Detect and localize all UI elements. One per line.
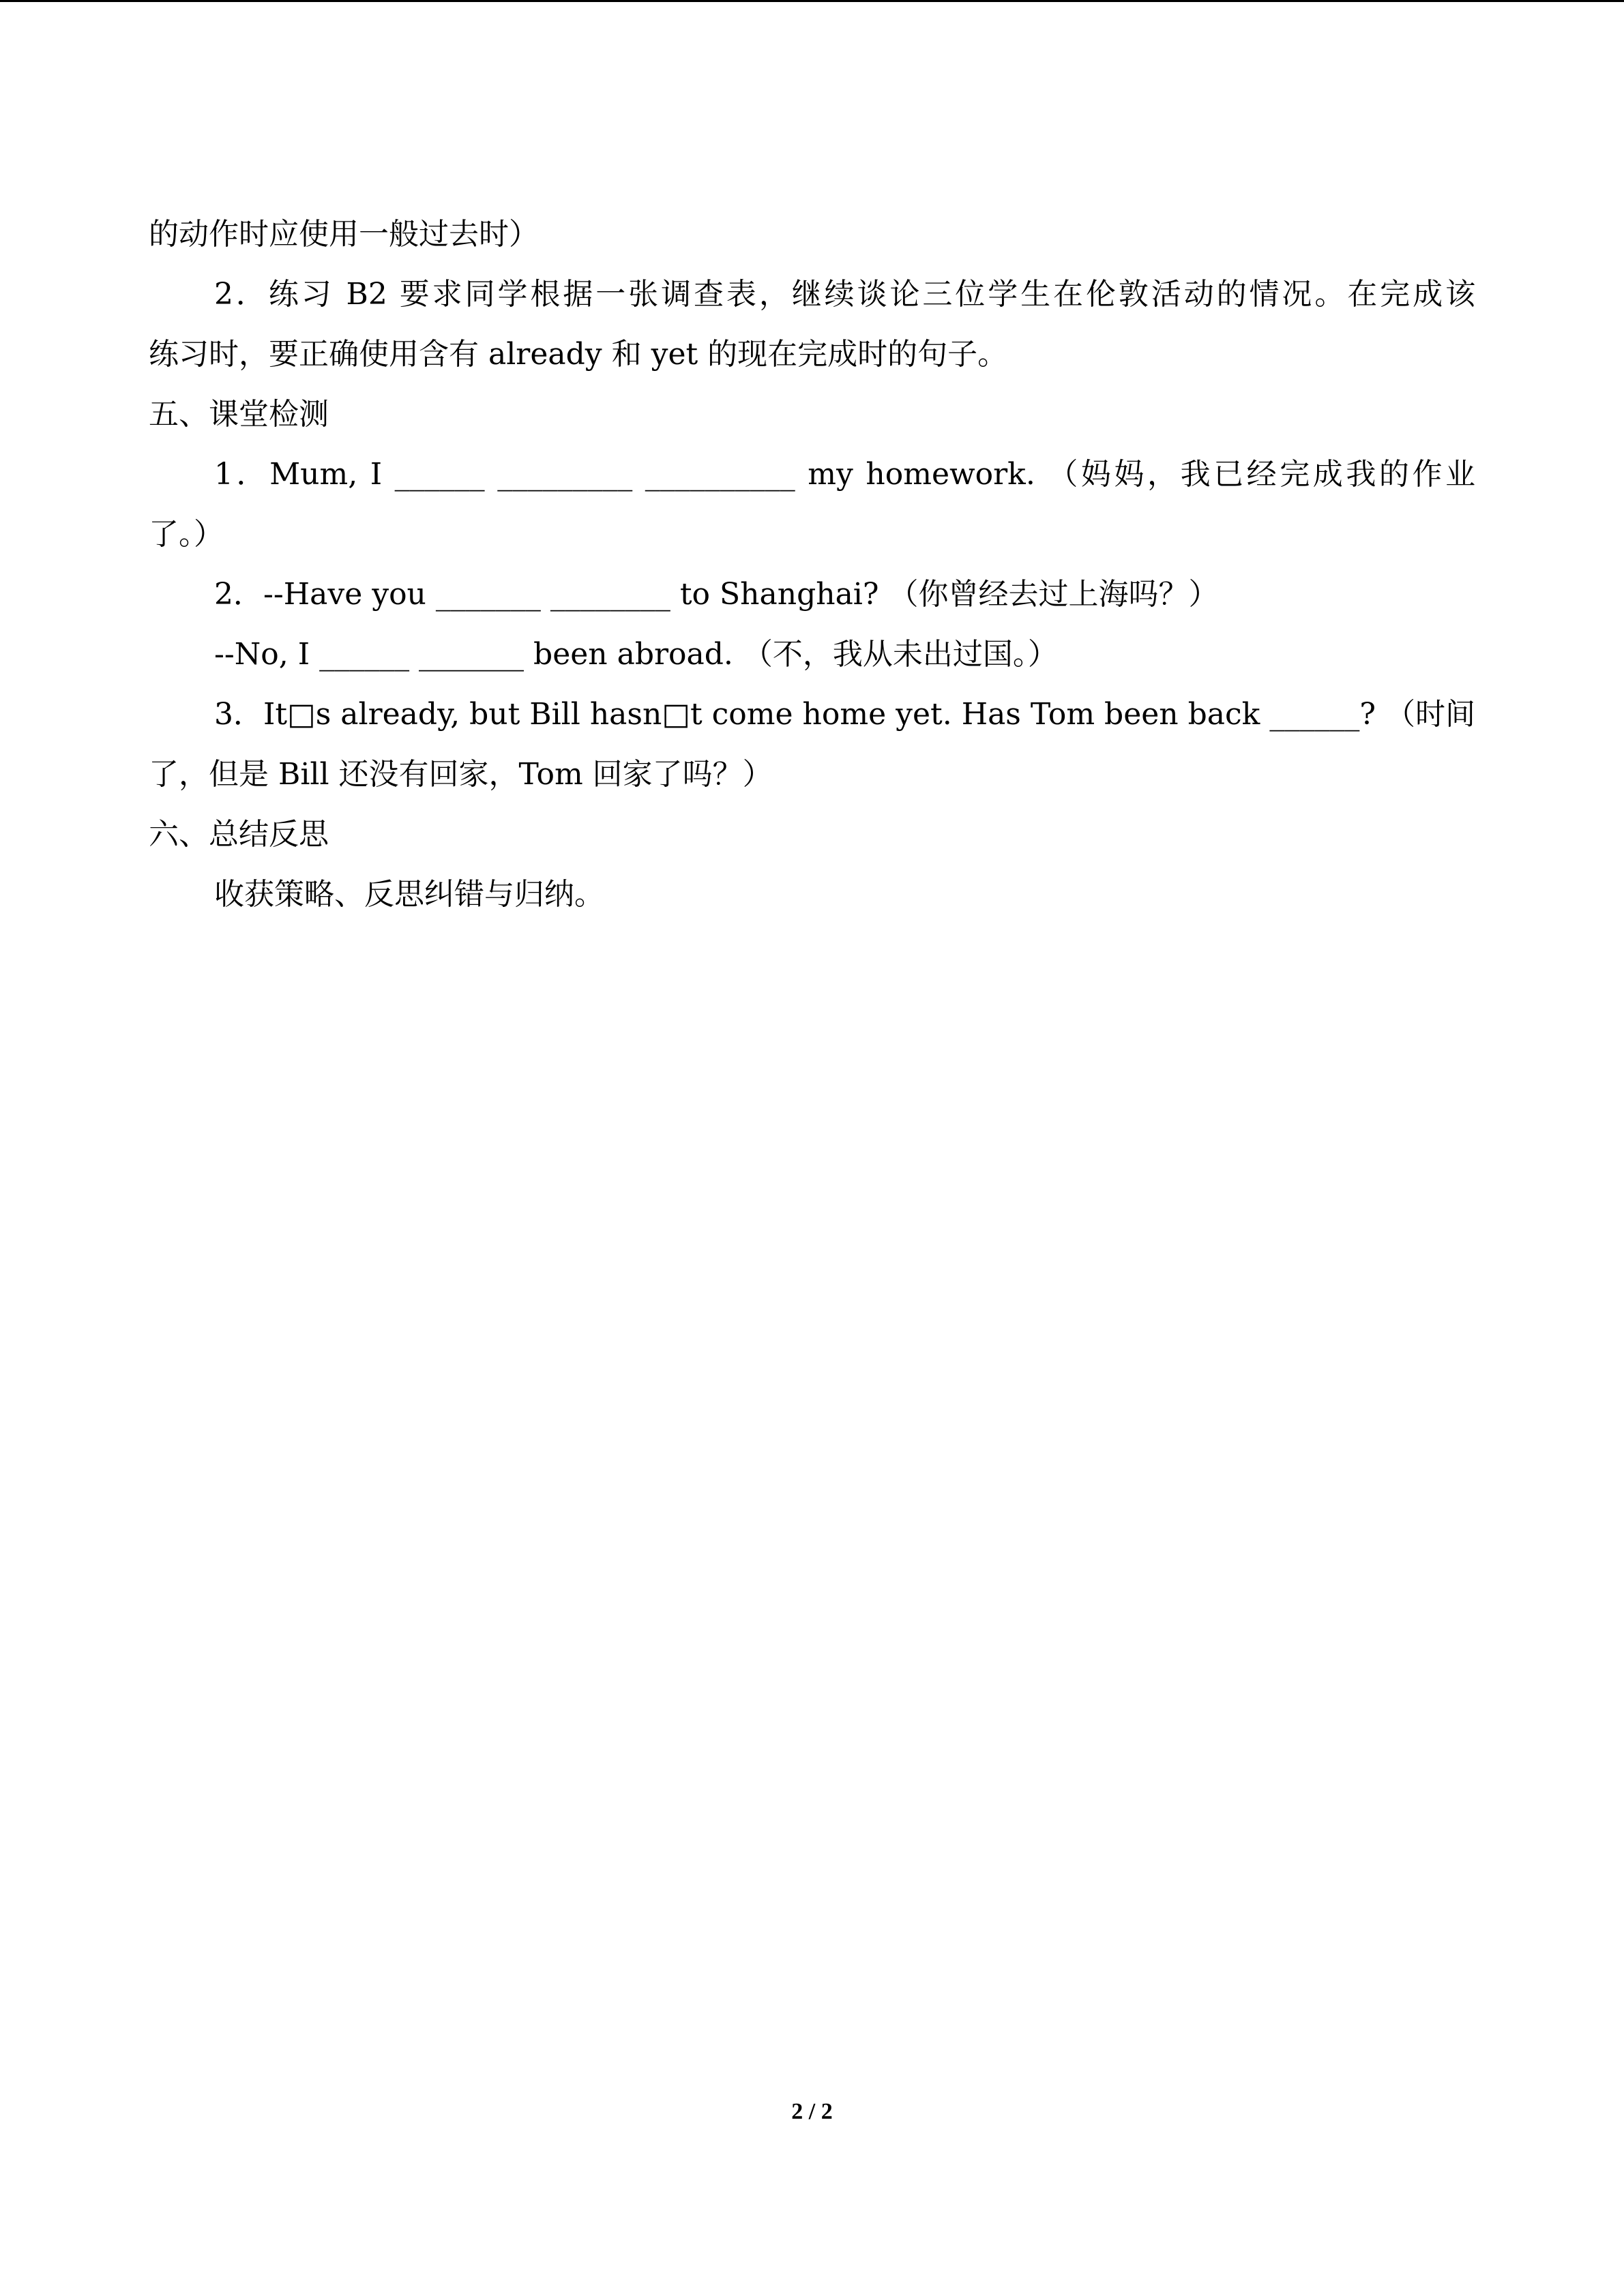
exercise-item: 3．It□s already, but Bill hasn□t come home yet. Has Tom been back ______? （时间 xyxy=(214,697,1475,732)
text-line: 的动作时应使用一般过去时） xyxy=(149,217,539,252)
exercise-item: 1．Mum, I ______ _________ __________ my homework. （妈妈，我已经完成我的作业 xyxy=(214,457,1475,492)
top-border-line xyxy=(0,0,1624,2)
text-line: 了。） xyxy=(149,517,224,552)
exercise-item: 2．--Have you _______ ________ to Shanghai? （你曾经去过上海吗？） xyxy=(214,577,1219,612)
text-line: 练习时，要正确使用含有 already 和 yet 的现在完成时的句子。 xyxy=(149,337,1008,372)
text-line: 了，但是 Bill 还没有回家，Tom 回家了吗？） xyxy=(149,757,773,792)
text-line: 收获策略、反思纠错与归纳。 xyxy=(214,877,604,912)
section-heading: 六、总结反思 xyxy=(149,817,329,852)
text-line: 2．练习 B2 要求同学根据一张调查表，继续谈论三位学生在伦敦活动的情况。在完成该 xyxy=(214,277,1475,312)
document-page xyxy=(149,205,1475,925)
page-number: 2 / 2 xyxy=(791,2099,833,2124)
section-heading: 五、课堂检测 xyxy=(149,397,329,432)
exercise-item: --No, I ______ _______ been abroad. （不，我从未出过国。） xyxy=(214,637,1058,672)
